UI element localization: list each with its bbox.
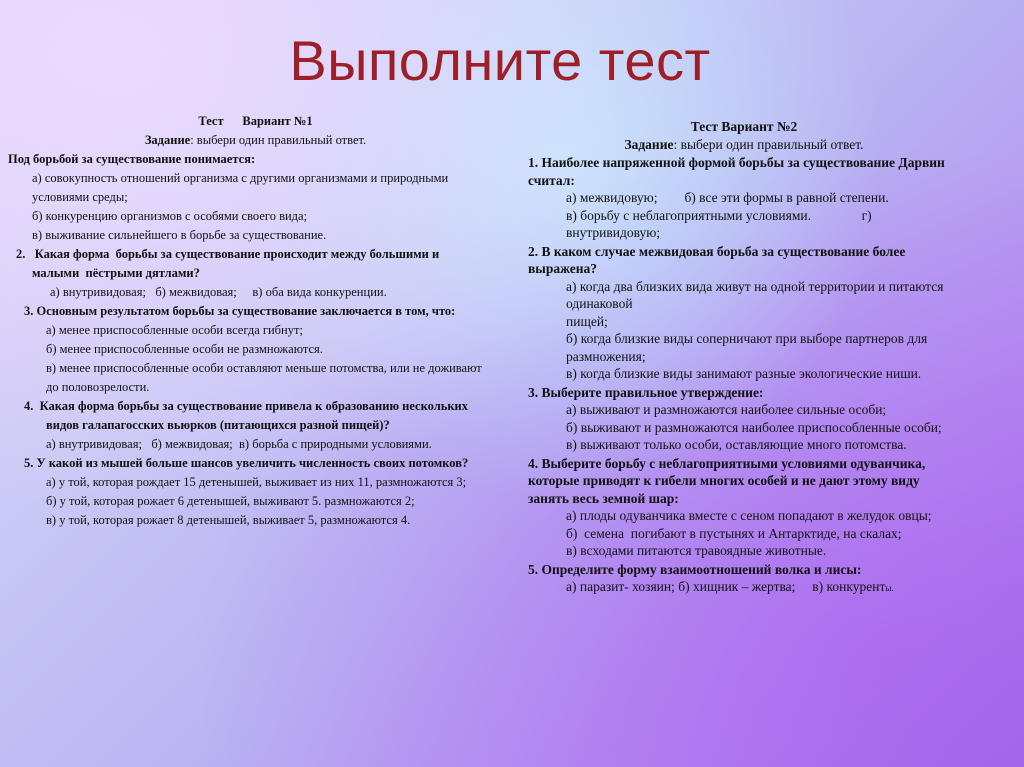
task-text: : выбери один правильный ответ. bbox=[673, 136, 864, 152]
variant-2-column bbox=[528, 118, 960, 598]
question-3: 3. Основным результатом борьбы за существование заключается в том, что: bbox=[24, 304, 456, 318]
answer-5b: б) у той, которая рожает 6 детенышей, выживают 5. размножаются 2; bbox=[46, 494, 415, 508]
variant-2-header: Тест Вариант №2 bbox=[690, 119, 798, 134]
question-1: Под борьбой за существование понимается: bbox=[8, 152, 256, 166]
v2-answer-3b: б) выживают и размножаются наиболее приспособленные особи; bbox=[566, 419, 942, 435]
answer-3c: в) менее приспособленные особи оставляют меньше потомства, или не доживают bbox=[46, 361, 482, 375]
v2-answer-4c: в) всходами питаются травоядные животные. bbox=[566, 543, 827, 558]
answer-5a: а) у той, которая рождает 15 детенышей, выживает из них 11, размножаются 3; bbox=[46, 475, 467, 489]
v2-answer-4a: а) плоды одуванчика вместе с сеном попадают в желудок овцы; bbox=[566, 508, 932, 523]
answers-4: а) внутривидовая; б) межвидовая; в) борьба с природными условиями. bbox=[46, 437, 432, 451]
variant-1-column bbox=[8, 112, 503, 530]
answer-3b: б) менее приспособленные особи не размножаются. bbox=[46, 342, 323, 356]
v2-answer-4b: б) семена погибают в пустынях и Антарктиде, на скалах; bbox=[566, 525, 902, 541]
v2-question-2: 2. В каком случае межвидовая борьба за существование более выражена? bbox=[528, 243, 906, 276]
v2-question-1: 1. Наиболее напряженной формой борьбы за существование Дарвин считал: bbox=[528, 155, 945, 188]
question-4: 4. Какая форма борьбы за существование привела к образованию нескольких bbox=[24, 399, 468, 413]
variant-1-header: Тест Вариант №1 bbox=[198, 114, 313, 128]
v2-answer-2b: б) когда близкие виды соперничают при выборе партнеров для размножения; bbox=[566, 331, 928, 364]
question-4-cont: видов галапагосских вьюрков (питающихся разной пищей)? bbox=[46, 418, 390, 432]
variant-1-task bbox=[8, 131, 503, 150]
answer-1b: б) конкуренцию организмов с особями своего вида; bbox=[32, 209, 308, 223]
v2-answer-3a: а) выживают и размножаются наиболее сильные особи; bbox=[566, 402, 887, 417]
question-2: 2. Какая форма борьбы за существование происходит между большими и bbox=[16, 247, 440, 261]
answer-5c: в) у той, которая рожает 8 детенышей, выживает 5, размножаются 4. bbox=[46, 513, 411, 527]
question-5: 5. У какой из мышей больше шансов увеличить численность своих потомков? bbox=[24, 456, 469, 470]
v2-answer-1ab: а) межвидовую; б) все эти формы в равной степени. bbox=[566, 190, 889, 205]
task-label: Задание bbox=[624, 136, 674, 152]
v2-answer-2a: а) когда два близких вида живут на одной территории и питаются одинаковой bbox=[566, 278, 944, 311]
v2-answers-5-tail: ы. bbox=[885, 583, 894, 593]
question-2-cont: малыми пёстрыми дятлами? bbox=[32, 266, 200, 280]
v2-question-5: 5. Определите форму взаимоотношений волка и лисы: bbox=[528, 561, 862, 577]
v2-answer-3c: в) выживают только особи, оставляющие много потомства. bbox=[566, 437, 907, 452]
v2-question-4: 4. Выберите борьбу с неблагоприятными условиями одуванчика, которые приводят к гибели многих особей и не дают этому виду занять весь земной шар: bbox=[528, 455, 926, 506]
task-label: Задание bbox=[144, 133, 191, 147]
answer-3c-cont: до половозрелости. bbox=[46, 380, 150, 394]
v2-question-3: 3. Выберите правильное утверждение: bbox=[528, 384, 764, 400]
answer-1a: а) совокупность отношений организма с другими организмами и природными bbox=[32, 171, 449, 185]
answer-3a: а) менее приспособленные особи всегда гибнут; bbox=[46, 323, 303, 337]
v2-answer-1cd: в) борьбу с неблагоприятными условиями. г) внутривидовую; bbox=[566, 207, 876, 240]
v2-answer-2a-cont: пищей; bbox=[566, 313, 608, 329]
answer-1a-cont: условиями среды; bbox=[32, 190, 128, 204]
task-text: : выбери один правильный ответ. bbox=[190, 133, 367, 147]
v2-answers-5 bbox=[528, 578, 960, 598]
variant-2-task bbox=[528, 136, 960, 154]
answers-2: а) внутривидовая; б) межвидовая; в) оба вида конкуренции. bbox=[50, 285, 387, 299]
v2-answers-5-text: а) паразит- хозяин; б) хищник – жертва; в) конкурент bbox=[566, 579, 886, 594]
slide-title: Выполните тест bbox=[289, 29, 711, 92]
v2-answer-2c: в) когда близкие виды занимают разные экологические ниши. bbox=[566, 366, 922, 381]
answer-1c: в) выживание сильнейшего в борьбе за существование. bbox=[32, 228, 327, 242]
